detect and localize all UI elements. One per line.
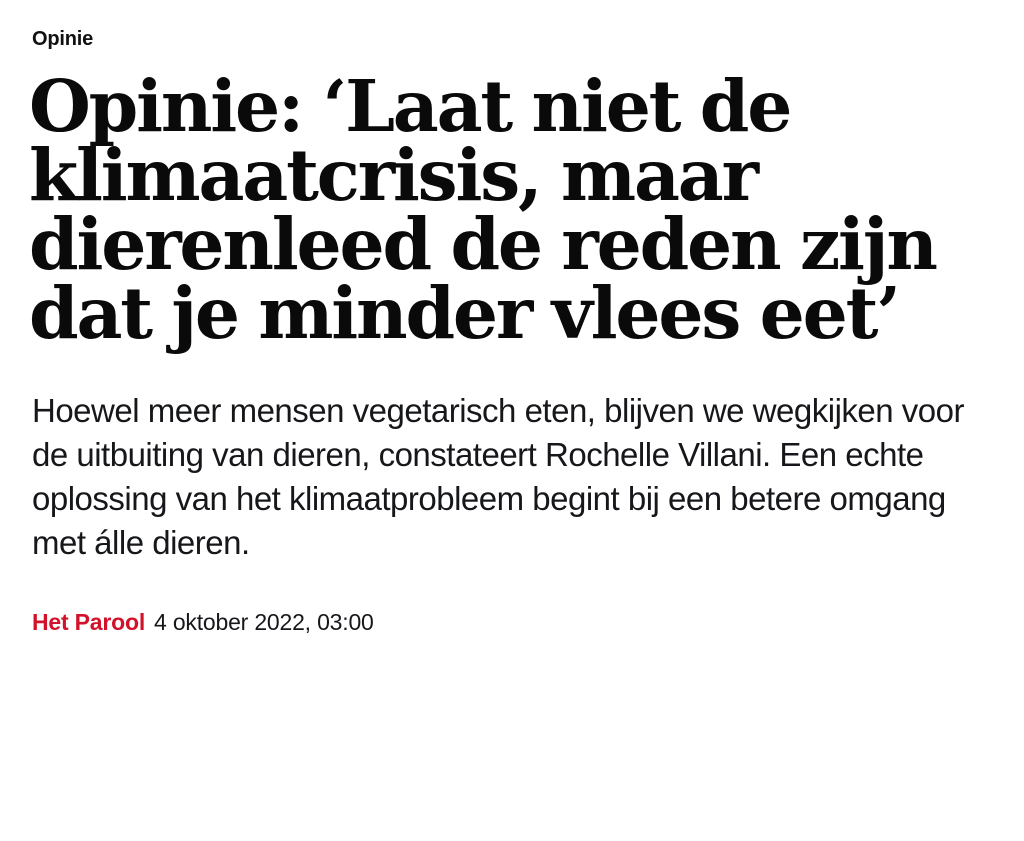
publish-timestamp: 4 oktober 2022, 03:00 — [154, 608, 374, 635]
article-standfirst: Hoewel meer mensen vegetarisch eten, blijven we wegkijken voor de uitbuiting van dieren, constateert Rochelle Villani. Een echte oplossing van het klimaatprobleem begint bij een betere omgang met álle dieren. — [32, 392, 964, 562]
publication-name[interactable]: Het Parool — [32, 608, 146, 635]
article-kicker: Opinie — [32, 28, 94, 50]
byline — [32, 609, 992, 637]
page-title: Opinie: ‘Laat niet de klimaatcrisis, maar dierenleed de reden zijn dat je minder vlees eet’ — [29, 64, 936, 355]
